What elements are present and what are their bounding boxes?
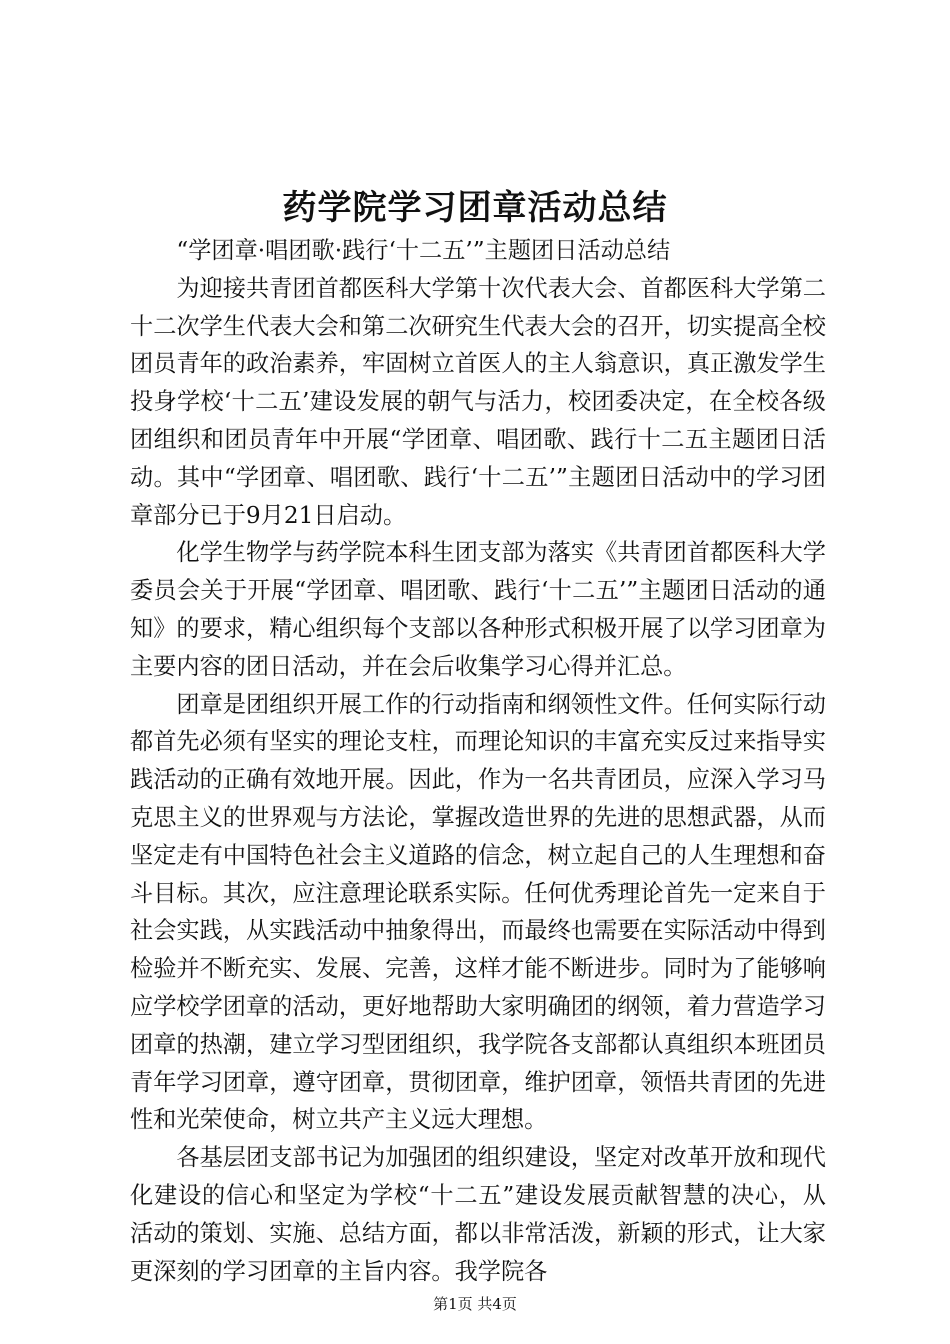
page-footer: 第1页 共4页 — [433, 1295, 517, 1313]
document-subtitle: “学团章·唱团歌·践行‘十二五’”主题团日活动总结 — [176, 237, 671, 264]
paragraph-3: 团章是团组织开展工作的行动指南和纲领性文件。任何实际行动都首先必须有坚实的理论支柱，而理论知识的丰富充实反过来指导实践活动的正确有效地开展。因此，作为一名共青团员，应深入学习马克思主义的世界观与方法论，掌握改造世界的先进的思想武器，从而坚定走有中国特色社会主义道路的信念，树立起自己的人生理想和奋斗目标。其次，应注意理论联系实际。任何优秀理论首先一定来自于社会实践，从实践活动中抽象得出，而最终也需要在实际活动中得到检验并不断充实、发展、完善，这样才能不断进步。同时为了能够响应学校学团章的活动，更好地帮助大家明确团的纲领，着力营造学习团章的热潮，建立学习型团组织，我学院各支部都认真组织本班团员青年学习团章，遵守团章，贯彻团章，维护团章，领悟共青团的先进性和光荣使命，树立共产主义远大理想。 — [130, 690, 826, 1134]
document-body — [130, 232, 826, 1290]
paragraph-4: 各基层团支部书记为加强团的组织建设，坚定对改革开放和现代化建设的信心和坚定为学校“十二五”建设发展贡献智慧的决心，从活动的策划、实施、总结方面，都以非常活泼，新颖的形式，让大家更深刻的学习团章的主旨内容。我学院各 — [130, 1144, 826, 1285]
paragraph-2: 化学生物学与药学院本科生团支部为落实《共青团首都医科大学委员会关于开展“学团章、唱团歌、践行‘十二五’”主题团日活动的通知》的要求，精心组织每个支部以各种形式积极开展了以学习团章为主要内容的团日活动，并在会后收集学习心得并汇总。 — [130, 539, 826, 680]
document-title: 药学院学习团章活动总结 — [282, 188, 668, 228]
paragraph-1: 为迎接共青团首都医科大学第十次代表大会、首都医科大学第二十二次学生代表大会和第二次研究生代表大会的召开，切实提高全校团员青年的政治素养，牢固树立首医人的主人翁意识，真正激发学生投身学校‘十二五’建设发展的朝气与活力，校团委决定，在全校各级团组织和团员青年中开展“学团章、唱团歌、践行十二五主题团日活动。其中“学团章、唱团歌、践行‘十二五’”主题团日活动中的学习团章部分已于9月21日启动。 — [130, 274, 826, 529]
